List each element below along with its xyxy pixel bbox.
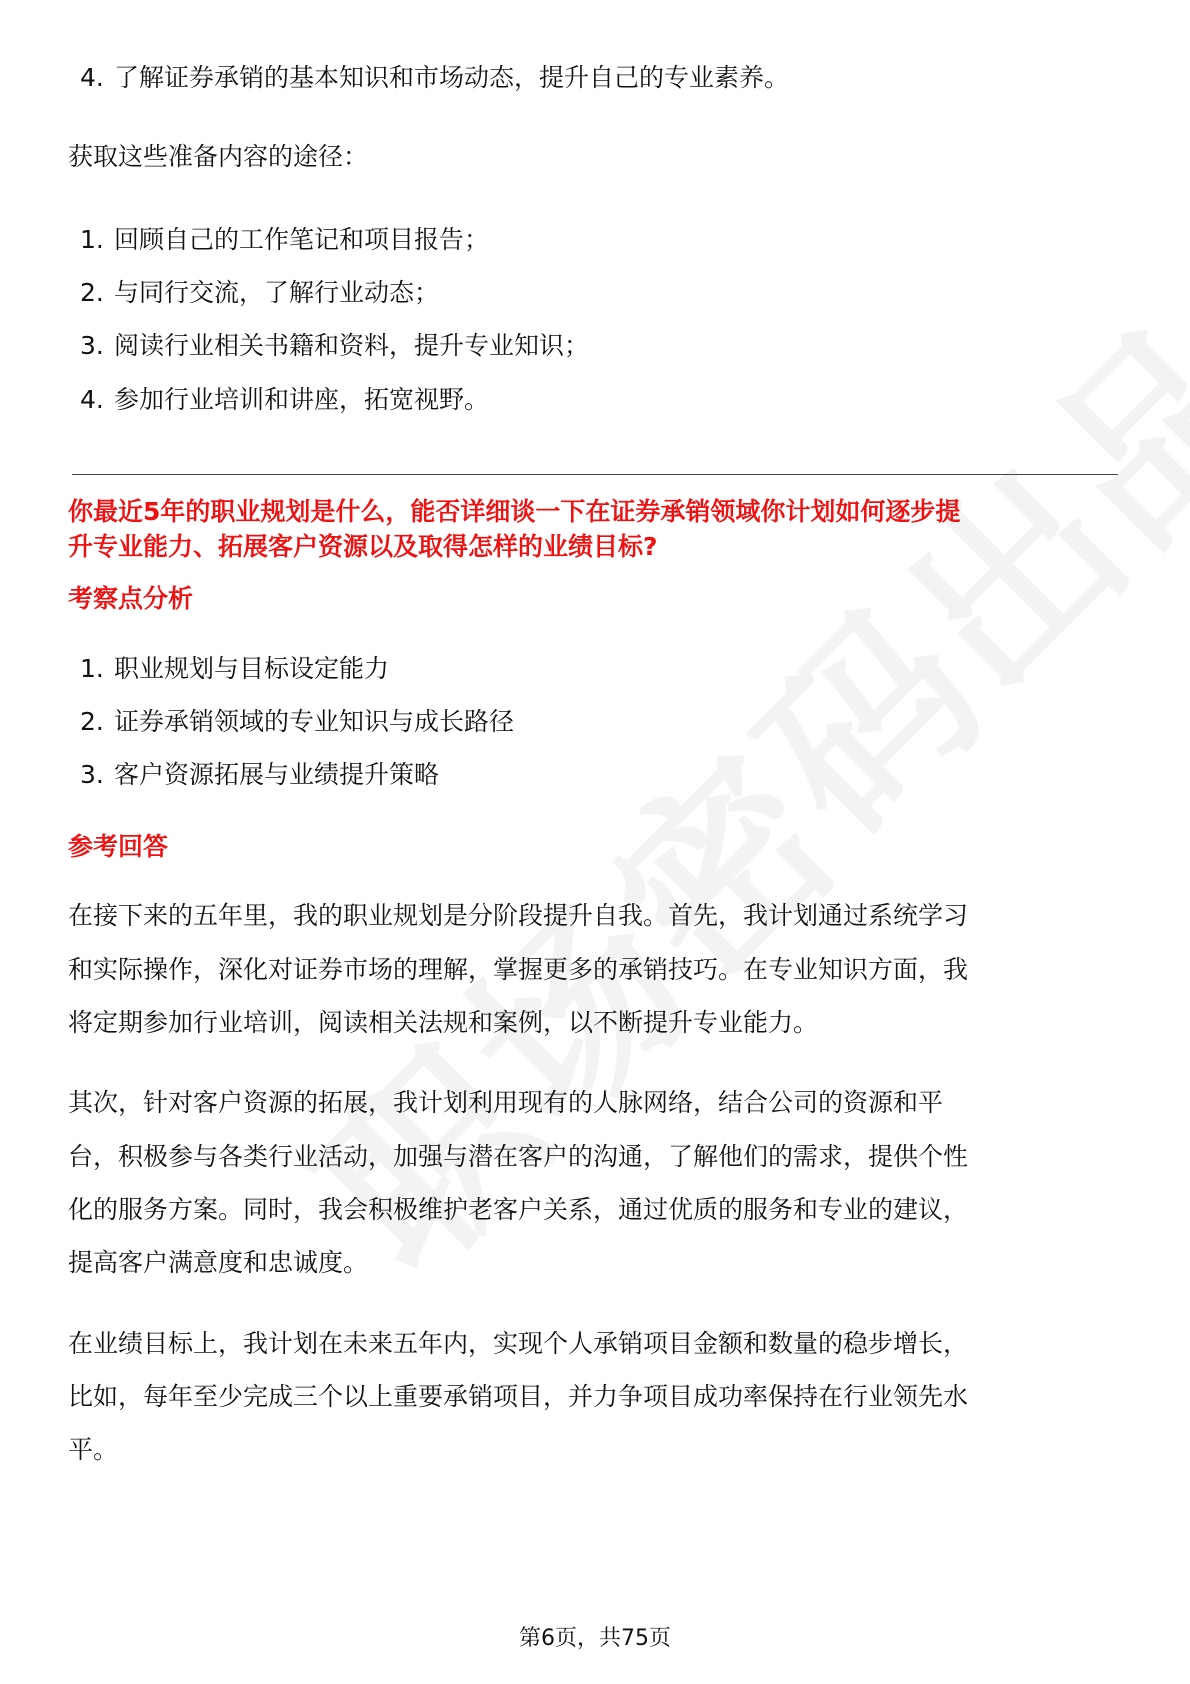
list-number: 2. [80, 707, 104, 736]
list-number: 3. [80, 331, 104, 360]
answer-line: 将定期参加行业培训，阅读相关法规和案例，以不断提升专业能力。 [68, 1008, 819, 1037]
list-item [80, 224, 489, 256]
question-line-2: 升专业能力、拓展客户资源以及取得怎样的业绩目标? [68, 532, 658, 561]
list-text: 客户资源拓展与业绩提升策略 [114, 760, 440, 789]
list-text: 回顾自己的工作笔记和项目报告； [114, 225, 490, 254]
list-item [80, 330, 589, 362]
analysis-heading: 考察点分析 [68, 584, 194, 613]
ways-heading: 获取这些准备内容的途径： [68, 142, 369, 171]
list-number: 3. [80, 760, 104, 789]
list-text: 阅读行业相关书籍和资料，提升专业知识； [114, 331, 590, 360]
list-text: 参加行业培训和讲座，拓宽视野。 [114, 385, 490, 414]
list-item [80, 759, 439, 791]
answer-line: 和实际操作，深化对证券市场的理解，掌握更多的承销技巧。在专业知识方面，我 [68, 955, 969, 984]
section-divider [72, 474, 1118, 475]
answer-line: 其次，针对客户资源的拓展，我计划利用现有的人脉网络，结合公司的资源和平 [68, 1088, 944, 1117]
page-footer: 第6页，共75页 [519, 1626, 671, 1651]
list-text: 了解证券承销的基本知识和市场动态，提升自己的专业素养。 [114, 63, 790, 92]
answer-line: 台，积极参与各类行业活动，加强与潜在客户的沟通，了解他们的需求，提供个性 [68, 1142, 969, 1171]
list-item [80, 62, 789, 94]
question-line-1: 你最近5年的职业规划是什么，能否详细谈一下在证券承销领域你计划如何逐步提 [68, 497, 961, 526]
list-number: 2. [80, 278, 104, 307]
list-item [80, 653, 389, 685]
list-number: 4. [80, 385, 104, 414]
list-number: 1. [80, 654, 104, 683]
list-text: 与同行交流，了解行业动态； [114, 278, 440, 307]
list-item [80, 384, 489, 416]
list-text: 职业规划与目标设定能力 [114, 654, 390, 683]
answer-line: 在业绩目标上，我计划在未来五年内，实现个人承销项目金额和数量的稳步增长， [68, 1329, 969, 1358]
answer-heading: 参考回答 [68, 832, 169, 861]
list-number: 1. [80, 225, 104, 254]
answer-line: 化的服务方案。同时，我会积极维护老客户关系，通过优质的服务和专业的建议， [68, 1195, 969, 1224]
answer-line: 提高客户满意度和忠诚度。 [68, 1248, 369, 1277]
list-item [80, 706, 514, 738]
list-text: 证券承销领域的专业知识与成长路径 [114, 707, 515, 736]
answer-line: 在接下来的五年里，我的职业规划是分阶段提升自我。首先，我计划通过系统学习 [68, 901, 969, 930]
answer-line: 比如，每年至少完成三个以上重要承销项目，并力争项目成功率保持在行业领先水 [68, 1382, 969, 1411]
list-number: 4. [80, 63, 104, 92]
list-item [80, 277, 439, 309]
answer-line: 平。 [68, 1435, 119, 1464]
